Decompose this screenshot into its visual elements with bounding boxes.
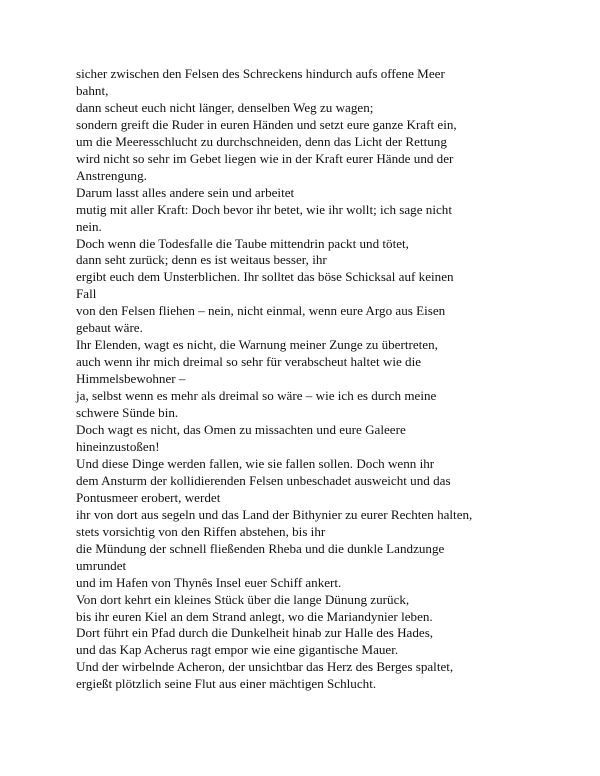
text-line: bahnt,: [76, 82, 109, 98]
text-line: dann scheut euch nicht länger, denselben Weg zu wagen;: [76, 99, 374, 115]
text-line: sicher zwischen den Felsen des Schreckens hindurch aufs offene Meer: [76, 66, 445, 81]
text-line: Darum lasst alles andere sein und arbeitet: [76, 184, 295, 200]
text-line: gebaut wäre.: [76, 320, 143, 336]
text-line: Anstrengung.: [76, 167, 147, 183]
text-line: wird nicht so sehr im Gebet liegen wie in der Kraft eurer Hände und der: [76, 150, 454, 166]
text-line: mutig mit aller Kraft: Doch bevor ihr betet, wie ihr wollt; ich sage nicht: [76, 201, 452, 217]
text-line: die Mündung der schnell fließenden Rheba und die dunkle Landzunge: [76, 540, 445, 556]
text-line: auch wenn ihr mich dreimal so sehr für verabscheut haltet wie die: [76, 354, 422, 370]
text-line: Doch wagt es nicht, das Omen zu missachten und eure Galeere: [76, 422, 406, 438]
text-line: um die Meeresschlucht zu durchschneiden, denn das Licht der Rettung: [76, 133, 447, 149]
text-line: ergibt euch dem Unsterblichen. Ihr solltet das böse Schicksal auf keinen: [76, 269, 454, 285]
text-line: nein.: [76, 218, 102, 234]
text-line: Himmelsbewohner –: [76, 371, 186, 387]
text-line: Fall: [76, 286, 97, 302]
text-line: stets vorsichtig von den Riffen abstehen, bis ihr: [76, 523, 326, 539]
text-line: sondern greift die Ruder in euren Händen und setzt eure ganze Kraft ein,: [76, 116, 457, 132]
text-line: und im Hafen von Thynês Insel euer Schiff ankert.: [76, 574, 342, 590]
text-line: von den Felsen fliehen – nein, nicht einmal, wenn eure Argo aus Eisen: [76, 303, 446, 319]
text-line: Dort führt ein Pfad durch die Dunkelheit hinab zur Halle des Hades,: [76, 625, 434, 641]
text-line: umrundet: [76, 557, 127, 573]
text-line: Und der wirbelnde Acheron, der unsichtbar das Herz des Berges spaltet,: [76, 659, 454, 675]
text-line: und das Kap Acherus ragt empor wie eine gigantische Mauer.: [76, 642, 399, 658]
text-line: ja, selbst wenn es mehr als dreimal so wäre – wie ich es durch meine: [76, 388, 437, 404]
text-line: ihr von dort aus segeln und das Land der Bithynier zu eurer Rechten halten,: [76, 506, 473, 522]
text-line: Doch wenn die Todesfalle die Taube mittendrin packt und tötet,: [76, 235, 409, 251]
text-line: Ihr Elenden, wagt es nicht, die Warnung meiner Zunge zu übertreten,: [76, 337, 438, 353]
document-text: [76, 66, 546, 693]
text-line: dem Ansturm der kollidierenden Felsen unbeschadet ausweicht und das: [76, 472, 451, 488]
text-line: Pontusmeer erobert, werdet: [76, 489, 221, 505]
text-line: hineinzustoßen!: [76, 438, 160, 454]
text-line: dann seht zurück; denn es ist weitaus besser, ihr: [76, 252, 327, 268]
text-line: ergießt plötzlich seine Flut aus einer mächtigen Schlucht.: [76, 676, 377, 692]
text-line: Und diese Dinge werden fallen, wie sie fallen sollen. Doch wenn ihr: [76, 455, 435, 471]
text-line: Von dort kehrt ein kleines Stück über die lange Dünung zurück,: [76, 591, 410, 607]
text-line: schwere Sünde bin.: [76, 405, 179, 421]
text-line: bis ihr euren Kiel an dem Strand anlegt, wo die Mariandynier leben.: [76, 608, 433, 624]
